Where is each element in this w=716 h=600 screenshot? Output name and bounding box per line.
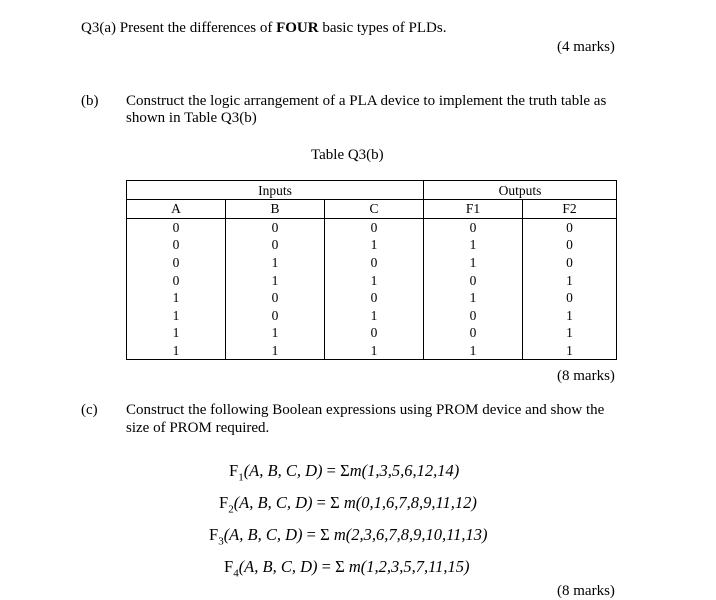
cell: 0 xyxy=(325,254,424,272)
cell: 1 xyxy=(127,342,226,360)
cell: 1 xyxy=(424,342,523,360)
cell: 1 xyxy=(226,342,325,360)
question-3b-line2: shown in Table Q3(b) xyxy=(126,110,257,126)
equation-f4: $F_4(A$, B, C, D) = Σ m(1,2,3,5,7,11,15) xyxy=(224,557,470,580)
marks-3c: (8 marks) xyxy=(557,583,615,599)
cell: 1 xyxy=(325,271,424,289)
cell: 1 xyxy=(325,236,424,254)
question-3c-line2: size of PROM required. xyxy=(126,420,270,436)
question-label-c: (c) xyxy=(81,402,98,418)
table-row xyxy=(127,342,617,360)
table-column-header xyxy=(127,200,617,219)
cell: 0 xyxy=(523,236,617,254)
column-header-b: B xyxy=(226,200,325,219)
column-header-f1: F1 xyxy=(424,200,523,219)
table-row xyxy=(127,289,617,307)
eq-fn: F xyxy=(209,525,219,544)
cell: 1 xyxy=(523,342,617,360)
cell: 1 xyxy=(424,236,523,254)
eq-rhs: m(1,3,5,6,12,14) xyxy=(349,461,460,480)
cell: 1 xyxy=(523,307,617,325)
cell: 1 xyxy=(424,289,523,307)
cell: 0 xyxy=(226,218,325,236)
question-label: Q3(a) xyxy=(81,20,116,36)
eq-rhs: m(2,3,6,7,8,9,10,11,13) xyxy=(333,525,488,544)
question-3c-line1: Construct the following Boolean expressions using PROM device and show the xyxy=(126,402,605,418)
cell: 0 xyxy=(226,289,325,307)
eq-rhs: m(1,2,3,5,7,11,15) xyxy=(348,557,470,576)
table-group-header xyxy=(127,181,617,200)
eq-sub: 2 xyxy=(228,503,234,516)
cell: 1 xyxy=(523,271,617,289)
eq-vars: (A, B, C, D) xyxy=(223,525,303,544)
cell: 0 xyxy=(523,218,617,236)
cell: 1 xyxy=(127,307,226,325)
cell: 0 xyxy=(226,236,325,254)
cell: 1 xyxy=(325,307,424,325)
cell: 1 xyxy=(523,324,617,342)
table-row xyxy=(127,236,617,254)
outputs-group-header: Outputs xyxy=(424,181,617,200)
equation-f1: $F_1(A$, B, C, D) = Σm(1,3,5,6,12,14) xyxy=(229,461,460,484)
cell: 0 xyxy=(325,289,424,307)
equation-f2: $F_2(A$, B, C, D) = Σ m(0,1,6,7,8,9,11,12) xyxy=(219,493,477,516)
table-row xyxy=(127,324,617,342)
eq-vars: (A, B, C, D) xyxy=(233,493,313,512)
truth-table xyxy=(126,180,617,360)
cell: 0 xyxy=(127,236,226,254)
cell: 0 xyxy=(127,218,226,236)
table-row xyxy=(127,218,617,236)
eq-vars: (A, B, C, D) xyxy=(238,557,318,576)
cell: 1 xyxy=(127,289,226,307)
cell: 1 xyxy=(325,342,424,360)
cell: 1 xyxy=(226,271,325,289)
equation-f3: $F_3(A$, B, C, D) = Σ m(2,3,6,7,8,9,10,11,13) xyxy=(209,525,488,548)
cell: 0 xyxy=(325,324,424,342)
question-text-end: basic types of PLDs. xyxy=(322,20,447,36)
marks-3a: (4 marks) xyxy=(557,39,615,55)
question-label-b: (b) xyxy=(81,93,99,109)
cell: 0 xyxy=(424,324,523,342)
cell: 0 xyxy=(325,218,424,236)
question-text: Present the differences of xyxy=(119,20,273,36)
emphasis-text: FOUR xyxy=(276,20,319,36)
cell: 0 xyxy=(127,254,226,272)
eq-fn: F xyxy=(229,461,239,480)
eq-sub: 1 xyxy=(238,471,244,484)
cell: 1 xyxy=(424,254,523,272)
eq-fn: F xyxy=(224,557,234,576)
cell: 0 xyxy=(226,307,325,325)
eq-sub: 4 xyxy=(233,567,239,580)
eq-fn: F xyxy=(219,493,229,512)
cell: 1 xyxy=(226,324,325,342)
eq-rhs: m(0,1,6,7,8,9,11,12) xyxy=(343,493,477,512)
cell: 0 xyxy=(424,271,523,289)
column-header-c: C xyxy=(325,200,424,219)
cell: 0 xyxy=(424,307,523,325)
inputs-group-header: Inputs xyxy=(127,181,424,200)
table-row xyxy=(127,271,617,289)
cell: 1 xyxy=(127,324,226,342)
cell: 1 xyxy=(226,254,325,272)
column-header-a: A xyxy=(127,200,226,219)
cell: 0 xyxy=(424,218,523,236)
question-3a xyxy=(81,20,446,37)
eq-vars: (A, B, C, D) xyxy=(243,461,323,480)
table-caption: Table Q3(b) xyxy=(311,147,384,163)
cell: 0 xyxy=(523,254,617,272)
cell: 0 xyxy=(127,271,226,289)
question-3b-line1: Construct the logic arrangement of a PLA device to implement the truth table as xyxy=(126,93,607,109)
table-row xyxy=(127,307,617,325)
column-header-f2: F2 xyxy=(523,200,617,219)
table-row xyxy=(127,254,617,272)
cell: 0 xyxy=(523,289,617,307)
eq-sub: 3 xyxy=(218,535,224,548)
marks-3b: (8 marks) xyxy=(557,368,615,384)
